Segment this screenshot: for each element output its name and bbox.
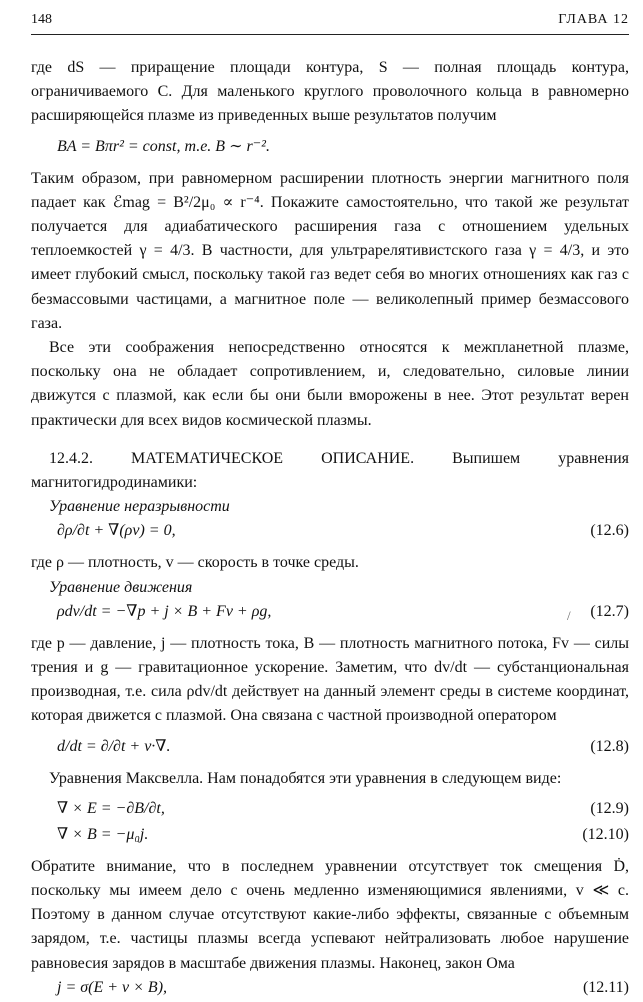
section-heading: 12.4.2. МАТЕМАТИЧЕСКОЕ ОПИСАНИЕ. Выпишем уравнения магнитогидродинамики: — [31, 449, 629, 492]
subheading-continuity: Уравнение неразрывности — [49, 498, 230, 516]
paragraph: где p — давление, j — плотность тока, B — плотность магнитного потока, Fv — силы трения и g — гравитационное ускорение. Заметим, что dv/dt — субстанциональная производная, т.е. сила ρdv/dt действует на данный элемент среды в системе координат, которая движется с плазмой. Она связана с частной производной оператором — [31, 634, 629, 725]
equation-number: (12.6) — [590, 522, 629, 540]
margin-mark: / — [567, 607, 571, 623]
subheading-motion: Уравнение движения — [49, 578, 193, 596]
page-number: 148 — [31, 12, 52, 27]
equation-text: d/dt = ∂/∂t + v·∇. — [57, 737, 171, 755]
equation-text: ∇ × E = −∂B/∂t, — [57, 799, 165, 817]
paragraph: Таким образом, при равномерном расширении плотность энергии магнитного поля падает как ℰmag = B²/2μ₀ ∝ r⁻⁴. Покажите самостоятельно, что такой же результат получается для адиабатического расширения газа с отношением удельных теплоемкостей γ = 4/3. В частности, для ультрарелятивистского газа γ = 4/3, и это имеет глубокий смысл, поскольку такой газ ведет себя во многих отношениях как газ с безмассовыми частицами, а магнитное поле — великолепный пример безмассового газа. — [31, 169, 629, 332]
equation-12-8 — [31, 735, 629, 761]
equation-text: ∂ρ/∂t + ∇(ρv) = 0, — [57, 522, 176, 540]
page-header — [31, 12, 629, 35]
equation-number: (12.10) — [582, 825, 629, 843]
equation-12-10 — [31, 823, 629, 849]
paragraph: Уравнения Максвелла. Нам понадобятся эти уравнения в следующем виде: — [49, 769, 562, 787]
equation-flux — [31, 135, 629, 161]
paragraph: где dS — приращение площади контура, S — полная площадь контура, ограничиваемого C. Для маленького круглого проволочного кольца в равномерно расширяющейся плазме из приведенных выше результатов получим — [31, 59, 629, 125]
paragraph: где ρ — плотность, v — скорость в точке среды. — [31, 554, 359, 572]
chapter-title: ГЛАВА 12 — [558, 12, 629, 27]
paragraph: Все эти соображения непосредственно относятся к межпланетной плазме, поскольку она не обладает сопротивлением, и, следовательно, силовые линии движутся с плазмой, как если бы они были вморожены в нее. Этот результат верен практически для всех видов космической плазмы. — [31, 339, 629, 429]
equation-number: (12.9) — [590, 799, 629, 817]
equation-text: BA = Bπr² = const, т.е. B ∼ r⁻². — [57, 137, 270, 155]
equation-12-7 — [31, 600, 629, 626]
equation-text: j = σ(E + v × B), — [57, 978, 168, 996]
equation-12-6 — [31, 519, 629, 545]
equation-12-11 — [31, 976, 629, 1002]
equation-text: ∇ × B = −μ₀j. — [57, 825, 149, 843]
equation-number: (12.8) — [590, 737, 629, 755]
page-body — [31, 56, 629, 1002]
equation-text: ρdv/dt = −∇p + j × B + Fv + ρg, — [57, 602, 272, 620]
paragraph: Обратите внимание, что в последнем уравнении отсутствует ток смещения Ḋ, поскольку мы имеем дело с очень медленно изменяющимися явлениями, v ≪ c. Поэтому в данном случае отсутствуют какие-либо эффекты, связанные с объемным зарядом, т.е. частицы плазмы всегда успевают нейтрализовать любое нарушение равновесия зарядов в масштабе движения плазмы. Наконец, закон Ома — [31, 857, 629, 972]
equation-number: (12.11) — [582, 978, 629, 996]
equation-12-9 — [31, 797, 629, 823]
equation-number: (12.7) — [590, 602, 629, 620]
